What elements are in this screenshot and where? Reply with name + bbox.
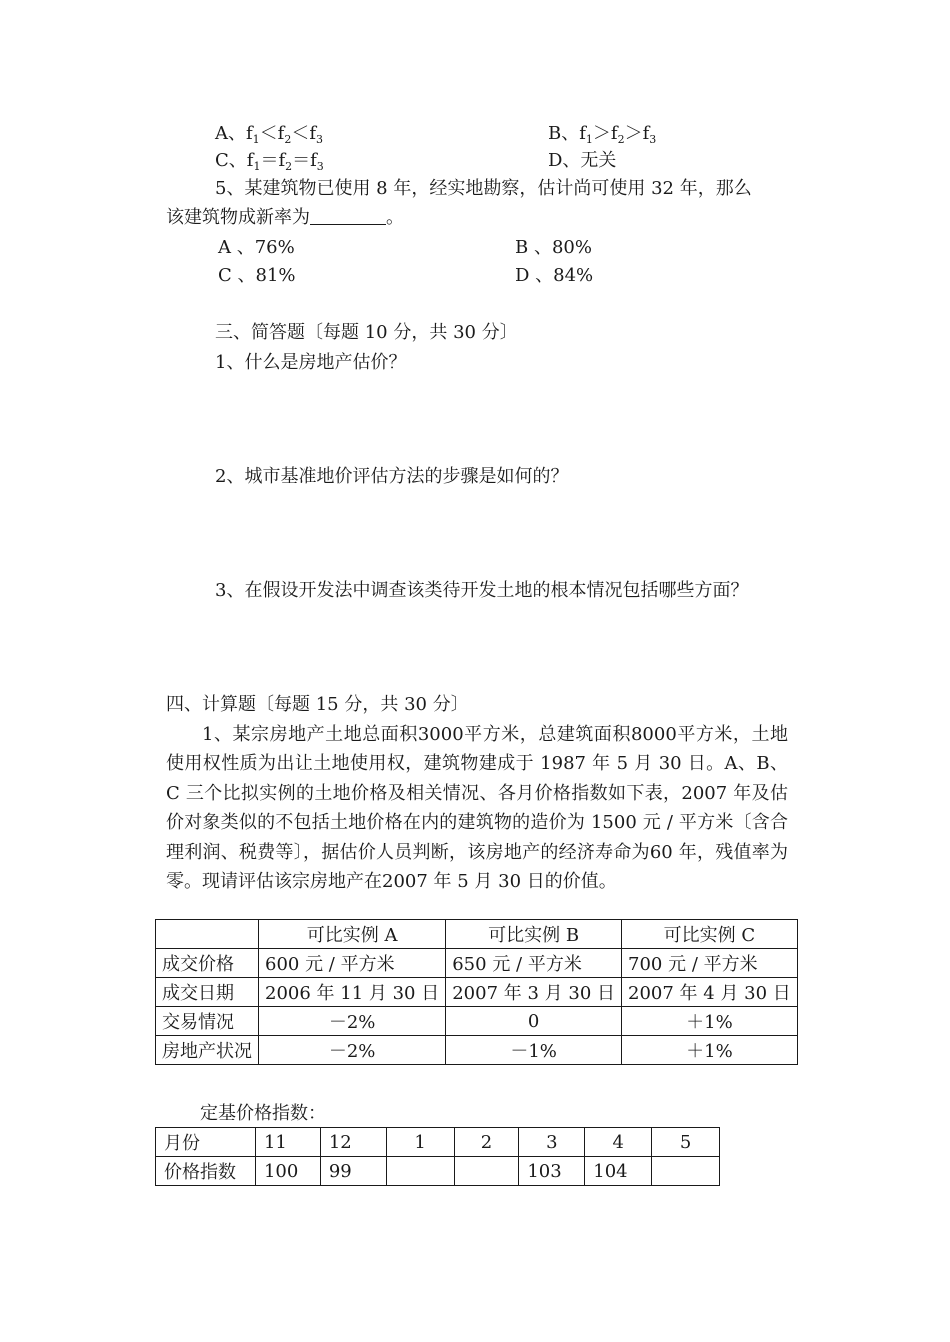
table-cell: 5 [652,1128,720,1157]
table-cell [652,1157,720,1186]
price-index-table [155,1127,720,1186]
table-cell [156,920,259,949]
table-cell: 0 [446,1007,622,1036]
table-cell: 1 [386,1128,454,1157]
row-label: 月份 [156,1128,256,1157]
table-cell: 103 [519,1157,585,1186]
table-cell: 11 [255,1128,320,1157]
table-cell: 100 [255,1157,320,1186]
table-row [156,1128,720,1157]
table-header: 可比实例 B [446,920,622,949]
table-cell [454,1157,519,1186]
q4-option-d: D、无关 [548,150,617,171]
table-cell: 99 [320,1157,386,1186]
table-row [156,978,798,1007]
table-row [156,949,798,978]
answer-blank [310,206,386,225]
comparison-table [155,919,798,1065]
section3-question-1: 1、什么是房地产估价？ [215,352,407,373]
table-cell: 600 元 / 平方米 [259,949,446,978]
table-row [156,1036,798,1065]
section3-question-3: 3、在假设开发法中调查该类待开发土地的根本情况包括哪些方面？ [215,580,749,601]
table-cell: ＋1% [622,1036,798,1065]
table-cell: －1% [446,1036,622,1065]
q5-option-c: C 、81% [218,265,296,286]
table-cell: 2006 年 11 月 30 日 [259,978,446,1007]
row-label: 交易情况 [156,1007,259,1036]
q5-option-b: B 、80% [515,237,592,258]
table-cell: 650 元 / 平方米 [446,949,622,978]
table-cell: ＋1% [622,1007,798,1036]
q4-option-c: C、$f_1=f_2=f_3$ [215,150,324,173]
table-cell: 104 [585,1157,652,1186]
q5-option-a: A 、76% [218,237,295,258]
section4-title: 四、计算题〔每题 15 分，共 30 分〕 [166,694,469,715]
q5-option-d: D 、84% [515,265,594,286]
row-label: 成交价格 [156,949,259,978]
table-cell: 4 [585,1128,652,1157]
table-cell: －2% [259,1007,446,1036]
table-cell: 2 [454,1128,519,1157]
row-label: 价格指数 [156,1157,256,1186]
table-cell: 12 [320,1128,386,1157]
table-header: 可比实例 C [622,920,798,949]
table-row [156,1007,798,1036]
section4-problem-1: 1、某宗房地产土地总面积3000平方米，总建筑面积8000平方米，土地使用权性质为出让土地使用权，建筑物建成于 1987 年 5 月 30 日。A、B、C 三个比拟实例的土地价格及相关情况、各月价格指数如下表，2007 年及估价对象类似的不包括土地价格在内的建筑物的造价为 1500 元 / 平方米〔含合理利润、税费等〕，据估价人员判断，该房地产的经济寿命为60 年，残值率为零。现请评估该宗房地产在2007 年 5 月 30 日的价值。 [166,724,788,893]
section3-title: 三、简答题〔每题 10 分，共 30 分〕 [215,322,518,343]
table-cell: 2007 年 3 月 30 日 [446,978,622,1007]
table-cell: 3 [519,1128,585,1157]
table-header: 可比实例 A [259,920,446,949]
section3-question-2: 2、城市基准地价评估方法的步骤是如何的？ [215,466,569,487]
table-row [156,1157,720,1186]
index-table-caption: 定基价格指数： [200,1103,326,1124]
table-cell [386,1157,454,1186]
q5-stem-line1: 5、某建筑物已使用 8 年，经实地勘察，估计尚可使用 32 年，那么 [215,178,752,199]
q5-stem-line2: 该建筑物成新率为 。 [166,207,404,228]
table-cell: 700 元 / 平方米 [622,949,798,978]
table-header-row [156,920,798,949]
row-label: 成交日期 [156,978,259,1007]
table-cell: －2% [259,1036,446,1065]
table-cell: 2007 年 4 月 30 日 [622,978,798,1007]
q4-option-b: B、$f_1>f_2>f_3$ [548,123,657,146]
row-label: 房地产状况 [156,1036,259,1065]
q4-option-a: A、$f_1<f_2<f_3$ [215,123,324,146]
